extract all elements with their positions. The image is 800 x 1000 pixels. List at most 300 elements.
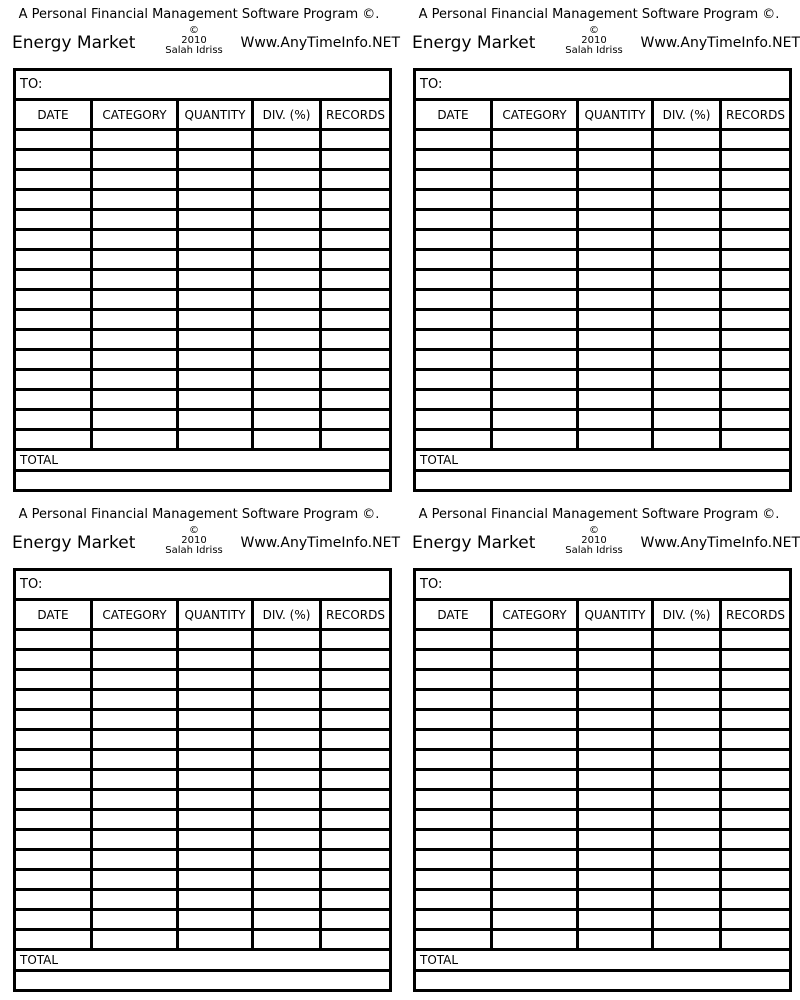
cell-date[interactable] xyxy=(415,270,492,290)
cell-records[interactable] xyxy=(721,430,791,450)
cell-category[interactable] xyxy=(492,370,578,390)
cell-records[interactable] xyxy=(321,350,391,370)
cell-category[interactable] xyxy=(492,430,578,450)
cell-category[interactable] xyxy=(92,410,178,430)
cell-div[interactable] xyxy=(253,770,321,790)
cell-date[interactable] xyxy=(415,290,492,310)
cell-quantity[interactable] xyxy=(178,210,253,230)
cell-quantity[interactable] xyxy=(178,410,253,430)
cell-category[interactable] xyxy=(92,630,178,650)
cell-date[interactable] xyxy=(415,430,492,450)
cell-category[interactable] xyxy=(92,210,178,230)
cell-div[interactable] xyxy=(253,150,321,170)
cell-quantity[interactable] xyxy=(178,190,253,210)
cell-quantity[interactable] xyxy=(578,690,653,710)
cell-category[interactable] xyxy=(492,150,578,170)
cell-date[interactable] xyxy=(415,650,492,670)
cell-quantity[interactable] xyxy=(178,170,253,190)
cell-quantity[interactable] xyxy=(578,410,653,430)
cell-category[interactable] xyxy=(492,790,578,810)
cell-records[interactable] xyxy=(321,430,391,450)
cell-records[interactable] xyxy=(321,370,391,390)
cell-records[interactable] xyxy=(721,630,791,650)
cell-category[interactable] xyxy=(92,430,178,450)
cell-quantity[interactable] xyxy=(578,390,653,410)
cell-date[interactable] xyxy=(415,850,492,870)
cell-category[interactable] xyxy=(92,790,178,810)
cell-category[interactable] xyxy=(92,390,178,410)
cell-records[interactable] xyxy=(321,930,391,950)
cell-date[interactable] xyxy=(15,370,92,390)
cell-div[interactable] xyxy=(253,650,321,670)
cell-div[interactable] xyxy=(253,350,321,370)
cell-quantity[interactable] xyxy=(578,930,653,950)
cell-quantity[interactable] xyxy=(178,830,253,850)
cell-date[interactable] xyxy=(415,930,492,950)
cell-records[interactable] xyxy=(721,750,791,770)
cell-div[interactable] xyxy=(653,410,721,430)
cell-div[interactable] xyxy=(653,250,721,270)
cell-div[interactable] xyxy=(253,890,321,910)
cell-date[interactable] xyxy=(415,350,492,370)
cell-category[interactable] xyxy=(92,150,178,170)
cell-category[interactable] xyxy=(492,170,578,190)
cell-quantity[interactable] xyxy=(178,630,253,650)
cell-category[interactable] xyxy=(92,670,178,690)
cell-category[interactable] xyxy=(492,690,578,710)
cell-quantity[interactable] xyxy=(578,830,653,850)
cell-date[interactable] xyxy=(15,350,92,370)
cell-div[interactable] xyxy=(653,650,721,670)
cell-date[interactable] xyxy=(415,710,492,730)
cell-category[interactable] xyxy=(492,390,578,410)
cell-category[interactable] xyxy=(492,810,578,830)
cell-category[interactable] xyxy=(92,830,178,850)
cell-div[interactable] xyxy=(253,270,321,290)
cell-records[interactable] xyxy=(321,270,391,290)
cell-quantity[interactable] xyxy=(178,690,253,710)
cell-quantity[interactable] xyxy=(178,130,253,150)
cell-category[interactable] xyxy=(492,130,578,150)
cell-div[interactable] xyxy=(653,290,721,310)
cell-date[interactable] xyxy=(15,190,92,210)
total-value-field[interactable] xyxy=(15,471,391,491)
cell-date[interactable] xyxy=(15,830,92,850)
cell-date[interactable] xyxy=(415,410,492,430)
cell-date[interactable] xyxy=(15,710,92,730)
cell-quantity[interactable] xyxy=(178,230,253,250)
cell-date[interactable] xyxy=(415,870,492,890)
cell-div[interactable] xyxy=(253,910,321,930)
cell-date[interactable] xyxy=(15,690,92,710)
cell-div[interactable] xyxy=(653,770,721,790)
cell-div[interactable] xyxy=(253,310,321,330)
cell-quantity[interactable] xyxy=(578,910,653,930)
cell-div[interactable] xyxy=(653,930,721,950)
cell-quantity[interactable] xyxy=(578,750,653,770)
cell-category[interactable] xyxy=(492,910,578,930)
cell-category[interactable] xyxy=(92,730,178,750)
cell-date[interactable] xyxy=(15,230,92,250)
cell-category[interactable] xyxy=(92,250,178,270)
cell-records[interactable] xyxy=(321,210,391,230)
cell-div[interactable] xyxy=(653,750,721,770)
cell-records[interactable] xyxy=(721,210,791,230)
cell-div[interactable] xyxy=(653,790,721,810)
cell-records[interactable] xyxy=(321,290,391,310)
to-field[interactable] xyxy=(15,70,391,100)
cell-date[interactable] xyxy=(415,750,492,770)
cell-records[interactable] xyxy=(721,370,791,390)
cell-records[interactable] xyxy=(321,250,391,270)
cell-records[interactable] xyxy=(321,130,391,150)
cell-quantity[interactable] xyxy=(178,710,253,730)
cell-div[interactable] xyxy=(253,390,321,410)
cell-quantity[interactable] xyxy=(578,790,653,810)
cell-quantity[interactable] xyxy=(178,150,253,170)
cell-quantity[interactable] xyxy=(178,750,253,770)
cell-div[interactable] xyxy=(253,710,321,730)
cell-div[interactable] xyxy=(253,210,321,230)
cell-div[interactable] xyxy=(253,190,321,210)
cell-category[interactable] xyxy=(492,870,578,890)
cell-category[interactable] xyxy=(492,710,578,730)
cell-div[interactable] xyxy=(653,370,721,390)
cell-category[interactable] xyxy=(92,330,178,350)
cell-div[interactable] xyxy=(253,930,321,950)
cell-quantity[interactable] xyxy=(178,430,253,450)
cell-category[interactable] xyxy=(492,890,578,910)
cell-div[interactable] xyxy=(653,430,721,450)
cell-quantity[interactable] xyxy=(178,890,253,910)
cell-div[interactable] xyxy=(253,790,321,810)
cell-div[interactable] xyxy=(253,410,321,430)
cell-div[interactable] xyxy=(653,270,721,290)
cell-records[interactable] xyxy=(321,630,391,650)
cell-date[interactable] xyxy=(15,170,92,190)
cell-records[interactable] xyxy=(721,410,791,430)
cell-div[interactable] xyxy=(653,850,721,870)
cell-div[interactable] xyxy=(253,290,321,310)
cell-records[interactable] xyxy=(321,190,391,210)
cell-date[interactable] xyxy=(415,130,492,150)
cell-div[interactable] xyxy=(253,330,321,350)
cell-records[interactable] xyxy=(721,270,791,290)
cell-date[interactable] xyxy=(415,630,492,650)
cell-quantity[interactable] xyxy=(178,930,253,950)
cell-records[interactable] xyxy=(721,850,791,870)
cell-records[interactable] xyxy=(321,670,391,690)
cell-date[interactable] xyxy=(15,410,92,430)
cell-quantity[interactable] xyxy=(178,650,253,670)
cell-quantity[interactable] xyxy=(578,310,653,330)
cell-category[interactable] xyxy=(92,310,178,330)
cell-records[interactable] xyxy=(321,730,391,750)
cell-div[interactable] xyxy=(253,250,321,270)
cell-date[interactable] xyxy=(415,390,492,410)
cell-records[interactable] xyxy=(721,730,791,750)
cell-category[interactable] xyxy=(92,290,178,310)
cell-quantity[interactable] xyxy=(178,850,253,870)
cell-category[interactable] xyxy=(92,930,178,950)
cell-div[interactable] xyxy=(653,910,721,930)
cell-records[interactable] xyxy=(721,170,791,190)
cell-quantity[interactable] xyxy=(578,890,653,910)
cell-quantity[interactable] xyxy=(578,730,653,750)
cell-records[interactable] xyxy=(321,150,391,170)
cell-quantity[interactable] xyxy=(578,770,653,790)
cell-records[interactable] xyxy=(721,830,791,850)
cell-div[interactable] xyxy=(253,690,321,710)
cell-records[interactable] xyxy=(321,650,391,670)
cell-date[interactable] xyxy=(15,130,92,150)
cell-quantity[interactable] xyxy=(578,270,653,290)
cell-div[interactable] xyxy=(253,870,321,890)
cell-date[interactable] xyxy=(415,770,492,790)
cell-date[interactable] xyxy=(15,650,92,670)
cell-records[interactable] xyxy=(721,290,791,310)
cell-div[interactable] xyxy=(653,390,721,410)
cell-records[interactable] xyxy=(321,230,391,250)
cell-category[interactable] xyxy=(492,210,578,230)
cell-category[interactable] xyxy=(92,690,178,710)
cell-quantity[interactable] xyxy=(178,370,253,390)
cell-div[interactable] xyxy=(653,150,721,170)
cell-quantity[interactable] xyxy=(178,330,253,350)
cell-records[interactable] xyxy=(321,310,391,330)
cell-date[interactable] xyxy=(415,670,492,690)
total-value-field[interactable] xyxy=(415,971,791,991)
cell-div[interactable] xyxy=(253,830,321,850)
cell-date[interactable] xyxy=(15,210,92,230)
to-field[interactable] xyxy=(15,570,391,600)
cell-quantity[interactable] xyxy=(178,350,253,370)
cell-date[interactable] xyxy=(415,250,492,270)
to-field[interactable] xyxy=(415,70,791,100)
cell-date[interactable] xyxy=(15,330,92,350)
cell-records[interactable] xyxy=(321,890,391,910)
cell-date[interactable] xyxy=(15,730,92,750)
cell-date[interactable] xyxy=(415,210,492,230)
cell-date[interactable] xyxy=(15,930,92,950)
cell-date[interactable] xyxy=(415,330,492,350)
cell-records[interactable] xyxy=(721,910,791,930)
cell-date[interactable] xyxy=(415,690,492,710)
cell-category[interactable] xyxy=(492,350,578,370)
cell-div[interactable] xyxy=(653,830,721,850)
cell-div[interactable] xyxy=(653,730,721,750)
cell-quantity[interactable] xyxy=(178,870,253,890)
cell-div[interactable] xyxy=(253,430,321,450)
cell-records[interactable] xyxy=(321,410,391,430)
cell-date[interactable] xyxy=(415,730,492,750)
cell-date[interactable] xyxy=(15,790,92,810)
cell-div[interactable] xyxy=(253,230,321,250)
cell-category[interactable] xyxy=(92,370,178,390)
cell-quantity[interactable] xyxy=(578,210,653,230)
cell-date[interactable] xyxy=(15,890,92,910)
cell-quantity[interactable] xyxy=(578,230,653,250)
cell-records[interactable] xyxy=(721,890,791,910)
cell-quantity[interactable] xyxy=(178,770,253,790)
cell-records[interactable] xyxy=(721,650,791,670)
cell-category[interactable] xyxy=(492,750,578,770)
cell-category[interactable] xyxy=(92,230,178,250)
cell-div[interactable] xyxy=(253,170,321,190)
cell-category[interactable] xyxy=(492,630,578,650)
cell-quantity[interactable] xyxy=(578,810,653,830)
cell-date[interactable] xyxy=(15,430,92,450)
cell-date[interactable] xyxy=(15,630,92,650)
cell-category[interactable] xyxy=(492,290,578,310)
cell-quantity[interactable] xyxy=(578,150,653,170)
cell-records[interactable] xyxy=(721,130,791,150)
cell-div[interactable] xyxy=(253,630,321,650)
total-value-field[interactable] xyxy=(15,971,391,991)
cell-div[interactable] xyxy=(253,850,321,870)
cell-quantity[interactable] xyxy=(578,670,653,690)
cell-div[interactable] xyxy=(653,890,721,910)
cell-quantity[interactable] xyxy=(578,130,653,150)
cell-category[interactable] xyxy=(492,850,578,870)
cell-date[interactable] xyxy=(415,810,492,830)
cell-records[interactable] xyxy=(721,710,791,730)
cell-quantity[interactable] xyxy=(578,850,653,870)
cell-records[interactable] xyxy=(321,690,391,710)
cell-date[interactable] xyxy=(15,310,92,330)
cell-category[interactable] xyxy=(92,270,178,290)
cell-category[interactable] xyxy=(492,310,578,330)
cell-quantity[interactable] xyxy=(178,730,253,750)
cell-div[interactable] xyxy=(653,210,721,230)
cell-records[interactable] xyxy=(721,310,791,330)
cell-div[interactable] xyxy=(653,310,721,330)
cell-quantity[interactable] xyxy=(178,790,253,810)
cell-date[interactable] xyxy=(15,670,92,690)
cell-date[interactable] xyxy=(415,370,492,390)
cell-category[interactable] xyxy=(492,650,578,670)
cell-quantity[interactable] xyxy=(178,250,253,270)
cell-quantity[interactable] xyxy=(178,290,253,310)
cell-records[interactable] xyxy=(321,910,391,930)
cell-date[interactable] xyxy=(415,310,492,330)
cell-category[interactable] xyxy=(92,810,178,830)
cell-category[interactable] xyxy=(92,170,178,190)
cell-quantity[interactable] xyxy=(178,270,253,290)
cell-category[interactable] xyxy=(492,830,578,850)
cell-date[interactable] xyxy=(15,850,92,870)
cell-date[interactable] xyxy=(415,230,492,250)
cell-date[interactable] xyxy=(415,790,492,810)
cell-div[interactable] xyxy=(653,630,721,650)
cell-quantity[interactable] xyxy=(578,290,653,310)
cell-div[interactable] xyxy=(653,130,721,150)
cell-date[interactable] xyxy=(15,270,92,290)
cell-date[interactable] xyxy=(15,390,92,410)
cell-quantity[interactable] xyxy=(178,390,253,410)
cell-category[interactable] xyxy=(92,190,178,210)
cell-records[interactable] xyxy=(321,830,391,850)
cell-category[interactable] xyxy=(92,650,178,670)
cell-quantity[interactable] xyxy=(578,870,653,890)
cell-category[interactable] xyxy=(92,870,178,890)
cell-date[interactable] xyxy=(415,890,492,910)
cell-category[interactable] xyxy=(492,770,578,790)
cell-category[interactable] xyxy=(492,930,578,950)
cell-category[interactable] xyxy=(92,710,178,730)
cell-div[interactable] xyxy=(253,730,321,750)
cell-date[interactable] xyxy=(415,150,492,170)
cell-records[interactable] xyxy=(321,170,391,190)
cell-quantity[interactable] xyxy=(578,170,653,190)
cell-quantity[interactable] xyxy=(578,350,653,370)
cell-div[interactable] xyxy=(653,170,721,190)
cell-quantity[interactable] xyxy=(178,310,253,330)
cell-records[interactable] xyxy=(321,710,391,730)
cell-quantity[interactable] xyxy=(578,250,653,270)
cell-date[interactable] xyxy=(415,190,492,210)
cell-div[interactable] xyxy=(653,690,721,710)
cell-category[interactable] xyxy=(92,850,178,870)
cell-date[interactable] xyxy=(15,150,92,170)
cell-category[interactable] xyxy=(92,130,178,150)
cell-records[interactable] xyxy=(321,330,391,350)
cell-quantity[interactable] xyxy=(178,670,253,690)
cell-records[interactable] xyxy=(321,870,391,890)
cell-div[interactable] xyxy=(653,670,721,690)
cell-records[interactable] xyxy=(321,750,391,770)
cell-div[interactable] xyxy=(653,350,721,370)
cell-div[interactable] xyxy=(253,370,321,390)
total-value-field[interactable] xyxy=(415,471,791,491)
cell-category[interactable] xyxy=(492,230,578,250)
cell-div[interactable] xyxy=(653,870,721,890)
cell-category[interactable] xyxy=(92,770,178,790)
cell-quantity[interactable] xyxy=(578,190,653,210)
cell-category[interactable] xyxy=(492,730,578,750)
cell-date[interactable] xyxy=(415,910,492,930)
cell-quantity[interactable] xyxy=(578,370,653,390)
cell-date[interactable] xyxy=(15,910,92,930)
cell-date[interactable] xyxy=(15,810,92,830)
cell-div[interactable] xyxy=(653,810,721,830)
cell-records[interactable] xyxy=(721,770,791,790)
cell-records[interactable] xyxy=(721,790,791,810)
cell-quantity[interactable] xyxy=(578,710,653,730)
cell-date[interactable] xyxy=(15,870,92,890)
cell-records[interactable] xyxy=(321,810,391,830)
cell-quantity[interactable] xyxy=(578,330,653,350)
cell-category[interactable] xyxy=(492,190,578,210)
cell-category[interactable] xyxy=(492,250,578,270)
cell-records[interactable] xyxy=(321,790,391,810)
cell-category[interactable] xyxy=(492,270,578,290)
cell-div[interactable] xyxy=(653,190,721,210)
cell-quantity[interactable] xyxy=(178,910,253,930)
cell-records[interactable] xyxy=(321,770,391,790)
cell-category[interactable] xyxy=(492,670,578,690)
cell-quantity[interactable] xyxy=(578,430,653,450)
cell-div[interactable] xyxy=(253,670,321,690)
cell-records[interactable] xyxy=(721,810,791,830)
cell-records[interactable] xyxy=(721,930,791,950)
cell-records[interactable] xyxy=(321,850,391,870)
cell-category[interactable] xyxy=(92,350,178,370)
cell-records[interactable] xyxy=(721,250,791,270)
cell-records[interactable] xyxy=(721,390,791,410)
cell-date[interactable] xyxy=(415,170,492,190)
to-field[interactable] xyxy=(415,570,791,600)
